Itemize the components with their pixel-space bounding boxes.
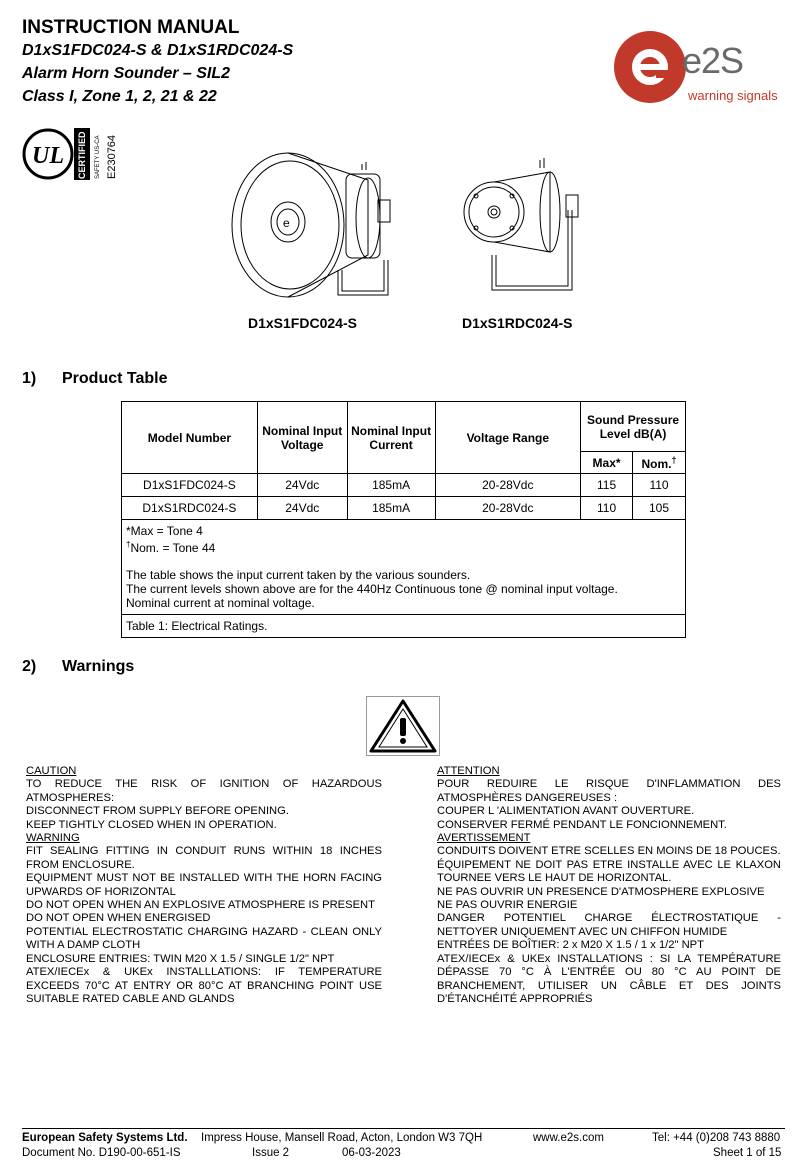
header-max: Max* <box>581 452 633 474</box>
warning-text: EQUIPMENT MUST NOT BE INSTALLED WITH THE HORN FACING UPWARDS OF HORIZONTAL <box>26 872 382 898</box>
rear-sounder-illustration <box>462 150 592 300</box>
svg-text:e: e <box>283 216 290 230</box>
warnings-french <box>437 765 781 1006</box>
product-name: Alarm Horn Sounder – SIL2 <box>22 65 231 82</box>
product-table <box>121 401 686 638</box>
warning-heading: AVERTISSEMENT <box>437 832 531 845</box>
logo-wordmark: e2S <box>682 40 744 81</box>
header-nom: Nom.† <box>633 452 686 474</box>
cell-max: 115 <box>581 474 633 497</box>
footer-sheet: Sheet 1 of 15 <box>713 1147 782 1159</box>
caution-text: CONSERVER FERMÉ PENDANT LE FONCIONNEMENT. <box>437 818 727 831</box>
footer-telephone: Tel: +44 (0)208 743 8880 <box>652 1132 781 1144</box>
caution-heading: CAUTION <box>26 765 77 777</box>
table-caption: Table 1: Electrical Ratings. <box>122 615 686 638</box>
warning-text: NE PAS OUVRIR UN PRESENCE D'ATMOSPHERE EXPLOSIVE <box>437 885 765 898</box>
cell-voltage: 24Vdc <box>257 474 347 497</box>
warning-text: ENTRÉES DE BOÎTIER: 2 x M20 X 1.5 / 1 x 1/2" NPT <box>437 939 704 952</box>
footer-issue: Issue 2 <box>252 1147 290 1159</box>
warning-text: ENCLOSURE ENTRIES: TWIN M20 X 1.5 / SINGLE 1/2" NPT <box>26 952 335 965</box>
cell-current: 185mA <box>347 497 435 520</box>
horn-sounder-illustration <box>228 150 408 305</box>
ul-file-number: E230764 <box>106 134 118 179</box>
section-number: 1) <box>22 370 37 387</box>
note-line-2: The current levels shown above are for the 440Hz Continuous tone @ nominal input voltage. <box>126 582 618 596</box>
warning-text: FIT SEALING FITTING IN CONDUIT RUNS WITHIN 18 INCHES FROM ENCLOSURE. <box>26 845 382 871</box>
section-title: Product Table <box>62 370 168 387</box>
header-nominal-current: Nominal Input Current <box>347 402 435 474</box>
ul-certified-text: CERTIFIED <box>77 131 87 179</box>
caution-text: COUPER L 'ALIMENTATION AVANT OUVERTURE. <box>437 805 695 818</box>
cell-nom: 110 <box>633 474 686 497</box>
section-number: 2) <box>22 658 37 675</box>
footer-divider <box>22 1128 785 1129</box>
caption-rear-model: D1xS1RDC024-S <box>462 315 573 331</box>
warning-text: CONDUITS DOIVENT ETRE SCELLES EN MOINS DE 18 POUCES. <box>437 845 781 858</box>
model-numbers: D1xS1FDC024-S & D1xS1RDC024-S <box>22 42 294 59</box>
header-nominal-voltage: Nominal Input Voltage <box>257 402 347 474</box>
warning-text: ATEX/IECEx & UKEx INSTALLLATIONS: IF TEMPERATURE EXCEEDS 70°C AT ENTRY OR 80°C AT BRANCHING POINT USE SUITABLE RATED CABLE AND GLANDS <box>26 966 382 1005</box>
logo-tagline: warning signals <box>688 88 778 103</box>
cell-range: 20-28Vdc <box>435 497 581 520</box>
warning-heading: WARNING <box>26 832 80 845</box>
warning-triangle-icon <box>366 696 440 756</box>
warnings-english <box>26 765 382 1006</box>
cell-model: D1xS1RDC024-S <box>122 497 258 520</box>
table-row <box>122 474 686 497</box>
warning-text: NE PAS OUVRIR ENERGIE <box>437 899 578 912</box>
warning-text: DO NOT OPEN WHEN AN EXPLOSIVE ATMOSPHERE IS PRESENT <box>26 899 375 912</box>
note-line-3: Nominal current at nominal voltage. <box>126 596 315 610</box>
cell-range: 20-28Vdc <box>435 474 581 497</box>
header-sound-pressure: Sound Pressure Level dB(A) <box>581 402 686 452</box>
ul-certified-mark <box>22 126 122 182</box>
cell-nom: 105 <box>633 497 686 520</box>
cell-model: D1xS1FDC024-S <box>122 474 258 497</box>
header-voltage-range: Voltage Range <box>435 402 581 474</box>
table-row <box>122 497 686 520</box>
footer-address: Impress House, Mansell Road, Acton, London W3 7QH <box>201 1132 483 1144</box>
warning-text: ÉQUIPEMENT NE DOIT PAS ETRE INSTALLE AVEC LE KLAXON TOURNEE VERS LE HAUT DE HORIZONTAL. <box>437 858 781 885</box>
header-model-number: Model Number <box>122 402 258 474</box>
note-line-1: The table shows the input current taken by the various sounders. <box>126 568 471 582</box>
hazardous-classification: Class I, Zone 1, 2, 21 & 22 <box>22 88 217 105</box>
cell-max: 110 <box>581 497 633 520</box>
footer-website[interactable]: www.e2s.com <box>533 1132 604 1144</box>
table-notes <box>122 520 686 615</box>
ul-text: UL <box>32 143 64 169</box>
warning-text: ATEX/IECEx & UKEx INSTALLATIONS : SI LA TEMPÉRATURE DÉPASSE 70 °C À L'ENTRÉE OU 80 °C AU POINT DE BRANCHEMENT, UTILISER UN CÂBLE ET DES JOINTS D'ÉTANCHÉITÉ APPROPRIÉS <box>437 952 781 1005</box>
note-max: *Max = Tone 4 <box>126 524 203 538</box>
note-nom: †Nom. = Tone 44 <box>126 540 216 555</box>
footer-date: 06-03-2023 <box>342 1147 401 1159</box>
caution-text: DISCONNECT FROM SUPPLY BEFORE OPENING. <box>26 805 289 818</box>
ul-safety-text: SAFETY US-CA <box>95 135 101 179</box>
warning-text: DANGER POTENTIEL CHARGE ÉLECTROSTATIQUE - NETTOYER UNIQUEMENT AVEC UN CHIFFON HUMIDE <box>437 912 781 938</box>
caution-text: POUR REDUIRE LE RISQUE D'INFLAMMATION DES ATMOSPHÈRES DANGEREUSES : <box>437 778 781 804</box>
cell-current: 185mA <box>347 474 435 497</box>
cell-voltage: 24Vdc <box>257 497 347 520</box>
warning-text: DO NOT OPEN WHEN ENERGISED <box>26 912 211 925</box>
caption-horn-model: D1xS1FDC024-S <box>248 315 357 331</box>
section-title: Warnings <box>62 658 135 675</box>
caution-text: KEEP TIGHTLY CLOSED WHEN IN OPERATION. <box>26 818 277 831</box>
caution-heading: ATTENTION <box>437 765 500 777</box>
document-title: INSTRUCTION MANUAL <box>22 17 240 38</box>
warning-text: POTENTIAL ELECTROSTATIC CHARGING HAZARD - CLEAN ONLY WITH A DAMP CLOTH <box>26 925 382 952</box>
footer-company: European Safety Systems Ltd. <box>22 1132 188 1144</box>
caution-text: TO REDUCE THE RISK OF IGNITION OF HAZARDOUS ATMOSPHERES: <box>26 778 382 804</box>
footer-document-number: Document No. D190-00-651-IS <box>22 1147 181 1159</box>
